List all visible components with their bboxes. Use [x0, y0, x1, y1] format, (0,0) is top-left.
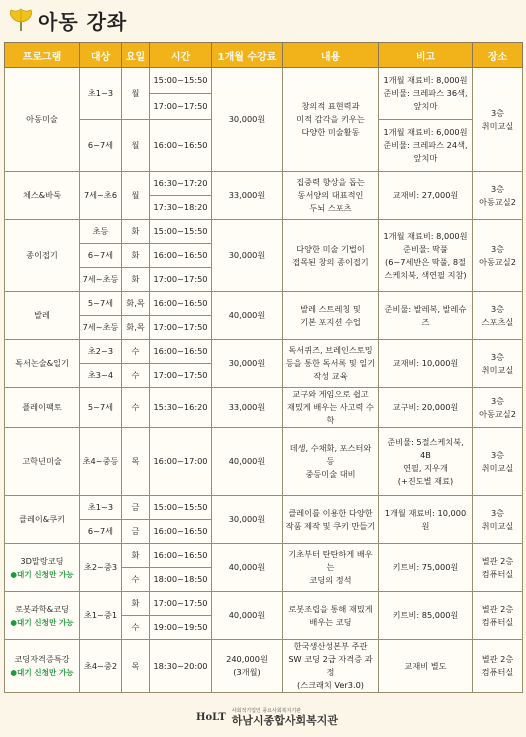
- content-cell: 발레 스트레칭 및 기본 포지션 수업: [283, 292, 379, 340]
- target-cell: 초1~3: [80, 496, 122, 520]
- day-cell: 화: [122, 544, 150, 568]
- location-cell: 별관 2층 컴퓨터실: [473, 544, 523, 592]
- note-cell: 교구비: 20,000원: [379, 388, 473, 428]
- fee-cell: 40,000원: [212, 592, 283, 640]
- location-cell: 3층 취미교실: [473, 496, 523, 544]
- table-row: [5, 172, 523, 196]
- class-schedule-table: [4, 42, 523, 693]
- program-name: 아동미술: [5, 68, 80, 172]
- time-cell: 15:00~15:50: [150, 220, 212, 244]
- time-cell: 17:00~17:50: [150, 316, 212, 340]
- header-content: 내용: [283, 43, 379, 68]
- day-cell: 화: [122, 268, 150, 292]
- day-cell: 화: [122, 220, 150, 244]
- target-cell: 초2~3: [80, 340, 122, 364]
- fee-cell: 40,000원: [212, 544, 283, 592]
- day-cell: 월: [122, 172, 150, 220]
- day-cell: 금: [122, 520, 150, 544]
- fee-cell: 33,000원: [212, 388, 283, 428]
- table-row: [5, 340, 523, 364]
- day-cell: 수: [122, 568, 150, 592]
- target-cell: 초1~중1: [80, 592, 122, 640]
- time-cell: 16:00~16:50: [150, 340, 212, 364]
- note-cell: 준비물: 발레복, 발레슈즈: [379, 292, 473, 340]
- target-cell: 초4~중등: [80, 428, 122, 496]
- organization-logo: HoLT: [196, 712, 226, 723]
- organization-footer: [196, 708, 338, 727]
- day-cell: 화: [122, 592, 150, 616]
- location-cell: 별관 2층 컴퓨터실: [473, 640, 523, 693]
- note-cell: 1개월 재료비: 8,000원 준비물: 크레파스 36색, 앞치마: [379, 68, 473, 120]
- day-cell: 수: [122, 388, 150, 428]
- program-name: 종이접기: [5, 220, 80, 292]
- program-name: 로봇과학&코딩 ●대기 신청만 가능: [5, 592, 80, 640]
- content-cell: 독서퀴즈, 브레인스토밍 등을 통한 독서록 및 일기 작성 교육: [283, 340, 379, 388]
- time-cell: 16:00~16:50: [150, 292, 212, 316]
- table-header-row: [5, 43, 523, 68]
- header-fee: 1개월 수강료: [212, 43, 283, 68]
- header-time: 시간: [150, 43, 212, 68]
- time-cell: 16:00~16:50: [150, 544, 212, 568]
- waitlist-badge: ●대기 신청만 가능: [10, 668, 74, 677]
- table-row: [5, 428, 523, 496]
- day-cell: 수: [122, 616, 150, 640]
- content-cell: 기초부터 탄탄하게 배우는 코딩의 정석: [283, 544, 379, 592]
- target-cell: 7세~초등: [80, 268, 122, 292]
- location-cell: 3층 아동교실2: [473, 220, 523, 292]
- fee-cell: 30,000원: [212, 340, 283, 388]
- header-program: 프로그램: [5, 43, 80, 68]
- fee-cell: 240,000원 (3개월): [212, 640, 283, 693]
- time-cell: 17:00~17:50: [150, 94, 212, 120]
- time-cell: 15:00~15:50: [150, 496, 212, 520]
- note-cell: 키트비: 85,000원: [379, 592, 473, 640]
- note-cell: 키트비: 75,000원: [379, 544, 473, 592]
- program-name: 고학년미술: [5, 428, 80, 496]
- note-cell: 1개월 재료비: 10,000원: [379, 496, 473, 544]
- fee-cell: 40,000원: [212, 428, 283, 496]
- program-name: 체스&바둑: [5, 172, 80, 220]
- content-cell: 교구와 게임으로 쉽고 재밌게 배우는 사고력 수학: [283, 388, 379, 428]
- time-cell: 15:30~16:20: [150, 388, 212, 428]
- ginkgo-leaf-icon: [8, 7, 34, 33]
- fee-cell: 30,000원: [212, 496, 283, 544]
- organization-tagline: 사회적기업인 풍요사회복지기관: [231, 708, 301, 714]
- time-cell: 15:00~15:50: [150, 68, 212, 94]
- day-cell: 목: [122, 428, 150, 496]
- day-cell: 월: [122, 68, 150, 120]
- header-target: 대상: [80, 43, 122, 68]
- target-cell: 6~7세: [80, 520, 122, 544]
- table-row: [5, 68, 523, 94]
- target-cell: 7세~초6: [80, 172, 122, 220]
- note-cell: 1개월 재료비: 6,000원 준비물: 크레파스 24색, 앞치마: [379, 120, 473, 172]
- location-cell: 3층 취미교실: [473, 428, 523, 496]
- table-row: [5, 544, 523, 568]
- organization-name: 하남시종합사회복지관: [231, 714, 339, 727]
- location-cell: 별관 2층 컴퓨터실: [473, 592, 523, 640]
- day-cell: 수: [122, 340, 150, 364]
- time-cell: 17:00~17:50: [150, 592, 212, 616]
- table-row: [5, 496, 523, 520]
- time-cell: 16:00~16:50: [150, 244, 212, 268]
- content-cell: 집중력 향상을 돕는 동서양의 대표적인 두뇌 스포츠: [283, 172, 379, 220]
- content-cell: 다양한 미술 기법이 접목된 창의 종이접기: [283, 220, 379, 292]
- location-cell: 3층 취미교실: [473, 340, 523, 388]
- note-cell: 준비물: 5절스케치북, 4B 연필, 지우개 (+진도별 재료): [379, 428, 473, 496]
- note-cell: 1개월 재료비: 8,000원 준비물: 딱풀 (6~7세반은 딱풀, 8절 스케치북, 색연필 지참): [379, 220, 473, 292]
- target-cell: 초등: [80, 220, 122, 244]
- time-cell: 16:00~16:50: [150, 120, 212, 172]
- time-cell: 16:00~17:00: [150, 428, 212, 496]
- time-cell: 16:30~17:20: [150, 172, 212, 196]
- time-cell: 18:30~20:00: [150, 640, 212, 693]
- target-cell: 초4~중2: [80, 640, 122, 693]
- day-cell: 화: [122, 244, 150, 268]
- content-cell: 로봇조립을 통해 재밌게 배우는 코딩: [283, 592, 379, 640]
- table-row: [5, 640, 523, 693]
- day-cell: 화,목: [122, 316, 150, 340]
- table-row: [5, 592, 523, 616]
- content-cell: 클레이를 이용한 다양한 작품 제작 및 쿠키 만들기: [283, 496, 379, 544]
- day-cell: 수: [122, 364, 150, 388]
- note-cell: 교재비: 10,000원: [379, 340, 473, 388]
- waitlist-badge: ●대기 신청만 가능: [10, 569, 74, 579]
- header-location: 장소: [473, 43, 523, 68]
- time-cell: 17:00~17:50: [150, 364, 212, 388]
- page-title-area: [8, 6, 127, 34]
- time-cell: 17:30~18:20: [150, 196, 212, 220]
- day-cell: 목: [122, 640, 150, 693]
- program-name: 코딩자격증특강 ●대기 신청만 가능: [5, 640, 80, 693]
- target-cell: 초3~4: [80, 364, 122, 388]
- day-cell: 화,목: [122, 292, 150, 316]
- day-cell: 금: [122, 496, 150, 520]
- program-name: 독서논술&일기: [5, 340, 80, 388]
- target-cell: 초1~3: [80, 68, 122, 120]
- fee-cell: 40,000원: [212, 292, 283, 340]
- target-cell: 7세~초등: [80, 316, 122, 340]
- header-note: 비고: [379, 43, 473, 68]
- target-cell: 5~7세: [80, 388, 122, 428]
- target-cell: 6~7세: [80, 244, 122, 268]
- table-row: [5, 292, 523, 316]
- location-cell: 3층 아동교실2: [473, 388, 523, 428]
- table-row: [5, 388, 523, 428]
- target-cell: 5~7세: [80, 292, 122, 316]
- program-name: 플레이팩토: [5, 388, 80, 428]
- note-cell: 교재비 별도: [379, 640, 473, 693]
- header-day: 요일: [122, 43, 150, 68]
- content-cell: 창의적 표현력과 미적 감각을 키우는 다양한 미술활동: [283, 68, 379, 172]
- time-cell: 19:00~19:50: [150, 616, 212, 640]
- location-cell: 3층 취미교실: [473, 68, 523, 172]
- program-name: 발레: [5, 292, 80, 340]
- day-cell: 월: [122, 120, 150, 172]
- content-cell: 한국생산성본부 주관 SW 코딩 2급 자격증 과정 (스크래치 Ver3.0): [283, 640, 379, 693]
- location-cell: 3층 스포츠실: [473, 292, 523, 340]
- target-cell: 6~7세: [80, 120, 122, 172]
- waitlist-badge: ●대기 신청만 가능: [10, 617, 74, 627]
- time-cell: 18:00~18:50: [150, 568, 212, 592]
- page-title: 아동 강좌: [38, 9, 128, 34]
- program-name: 클레이&쿠키: [5, 496, 80, 544]
- fee-cell: 30,000원: [212, 68, 283, 172]
- location-cell: 3층 아동교실2: [473, 172, 523, 220]
- time-cell: 17:00~17:50: [150, 268, 212, 292]
- target-cell: 초2~중3: [80, 544, 122, 592]
- time-cell: 16:00~16:50: [150, 520, 212, 544]
- table-row: [5, 220, 523, 244]
- fee-cell: 33,000원: [212, 172, 283, 220]
- content-cell: 데생, 수채화, 포스터와 등 중등미술 대비: [283, 428, 379, 496]
- program-name: 3D말랑코딩 ●대기 신청만 가능: [5, 544, 80, 592]
- note-cell: 교재비: 27,000원: [379, 172, 473, 220]
- fee-cell: 30,000원: [212, 220, 283, 292]
